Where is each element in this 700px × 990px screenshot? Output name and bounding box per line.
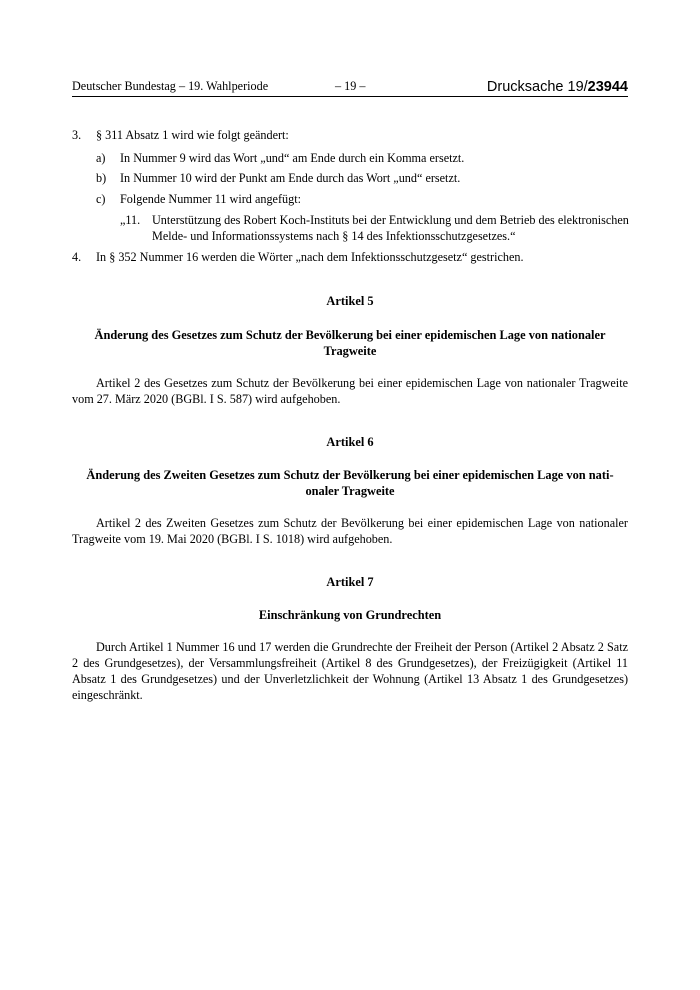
item-11-line-2: Melde- und Informationssystems nach § 14 des Infektionsschutzgesetzes.“ xyxy=(152,229,516,243)
document-number-prefix: Drucksache xyxy=(486,79,564,95)
article-5-title-line-1: Änderung des Gesetzes zum Schutz der Bevölkerung bei einer epidemischen Lage von nationaler xyxy=(94,328,606,342)
article-6-label: Artikel 6 xyxy=(326,435,374,449)
item-3-number: 3. xyxy=(72,128,82,142)
document-number-value: 23944 xyxy=(587,79,628,95)
item-4-number: 4. xyxy=(72,250,82,264)
item-4-text: In § 352 Nummer 16 werden die Wörter „nach dem Infektionsschutzgesetz“ gestrichen. xyxy=(96,250,524,264)
article-6-title-line-2: onaler Tragweite xyxy=(305,484,395,498)
item-3b-text: In Nummer 10 wird der Punkt am Ende durch das Wort „und“ ersetzt. xyxy=(120,171,461,185)
item-3a-text: In Nummer 9 wird das Wort „und“ am Ende durch ein Komma ersetzt. xyxy=(120,151,465,165)
article-7-title: Einschränkung von Grundrechten xyxy=(258,608,442,622)
article-5-title-line-2: Tragweite xyxy=(323,344,377,358)
item-3a-letter: a) xyxy=(96,151,106,165)
item-3c-letter: c) xyxy=(96,192,106,206)
article-7-body: Durch Artikel 1 Nummer 16 und 17 werden die Grundrechte der Freiheit der Person (Artikel 2 Absatz 2 Satz 2 des Grundgesetzes), der Versammlungsfreiheit (Artikel 8 des Grundgesetzes), der Freizügigkeit (Artikel 11 Absatz 1 des Grundgesetzes) und der Unverletzlichkeit der Wohnung (Artikel 13 Absatz 1 des Grundgesetzes) eingeschränkt. xyxy=(72,640,628,702)
page-number: – 19 – xyxy=(335,79,366,93)
article-6-body: Artikel 2 des Zweiten Gesetzes zum Schutz der Bevölkerung bei einer epidemischen Lage von nationaler Tragweite vom 19. Mai 2020 (BGBl. I S. 1018) wird aufgehoben. xyxy=(72,516,628,546)
item-3-text: § 311 Absatz 1 wird wie folgt geändert: xyxy=(96,128,289,142)
article-5-body: Artikel 2 des Gesetzes zum Schutz der Bevölkerung bei einer epidemischen Lage von nationaler Tragweite vom 27. März 2020 (BGBl. I S. 587) wird aufgehoben. xyxy=(72,376,628,406)
document-number-period: 19/ xyxy=(567,79,588,95)
document-number xyxy=(487,79,628,95)
item-3c-text: Folgende Nummer 11 wird angefügt: xyxy=(120,192,301,206)
page-header xyxy=(72,78,628,97)
item-11-number: „11. xyxy=(120,213,141,227)
article-5-label: Artikel 5 xyxy=(326,294,374,308)
article-7-label: Artikel 7 xyxy=(326,575,374,589)
article-6-title-line-1: Änderung des Zweiten Gesetzes zum Schutz der Bevölkerung bei einer epidemischen Lage von nati- xyxy=(86,468,614,482)
item-3b-letter: b) xyxy=(96,171,107,185)
item-11-line-1: Unterstützung des Robert Koch-Instituts bei der Entwicklung und dem Betrieb des elektronischen xyxy=(152,213,629,227)
header-parliament: Deutscher Bundestag – 19. Wahlperiode xyxy=(72,79,269,93)
